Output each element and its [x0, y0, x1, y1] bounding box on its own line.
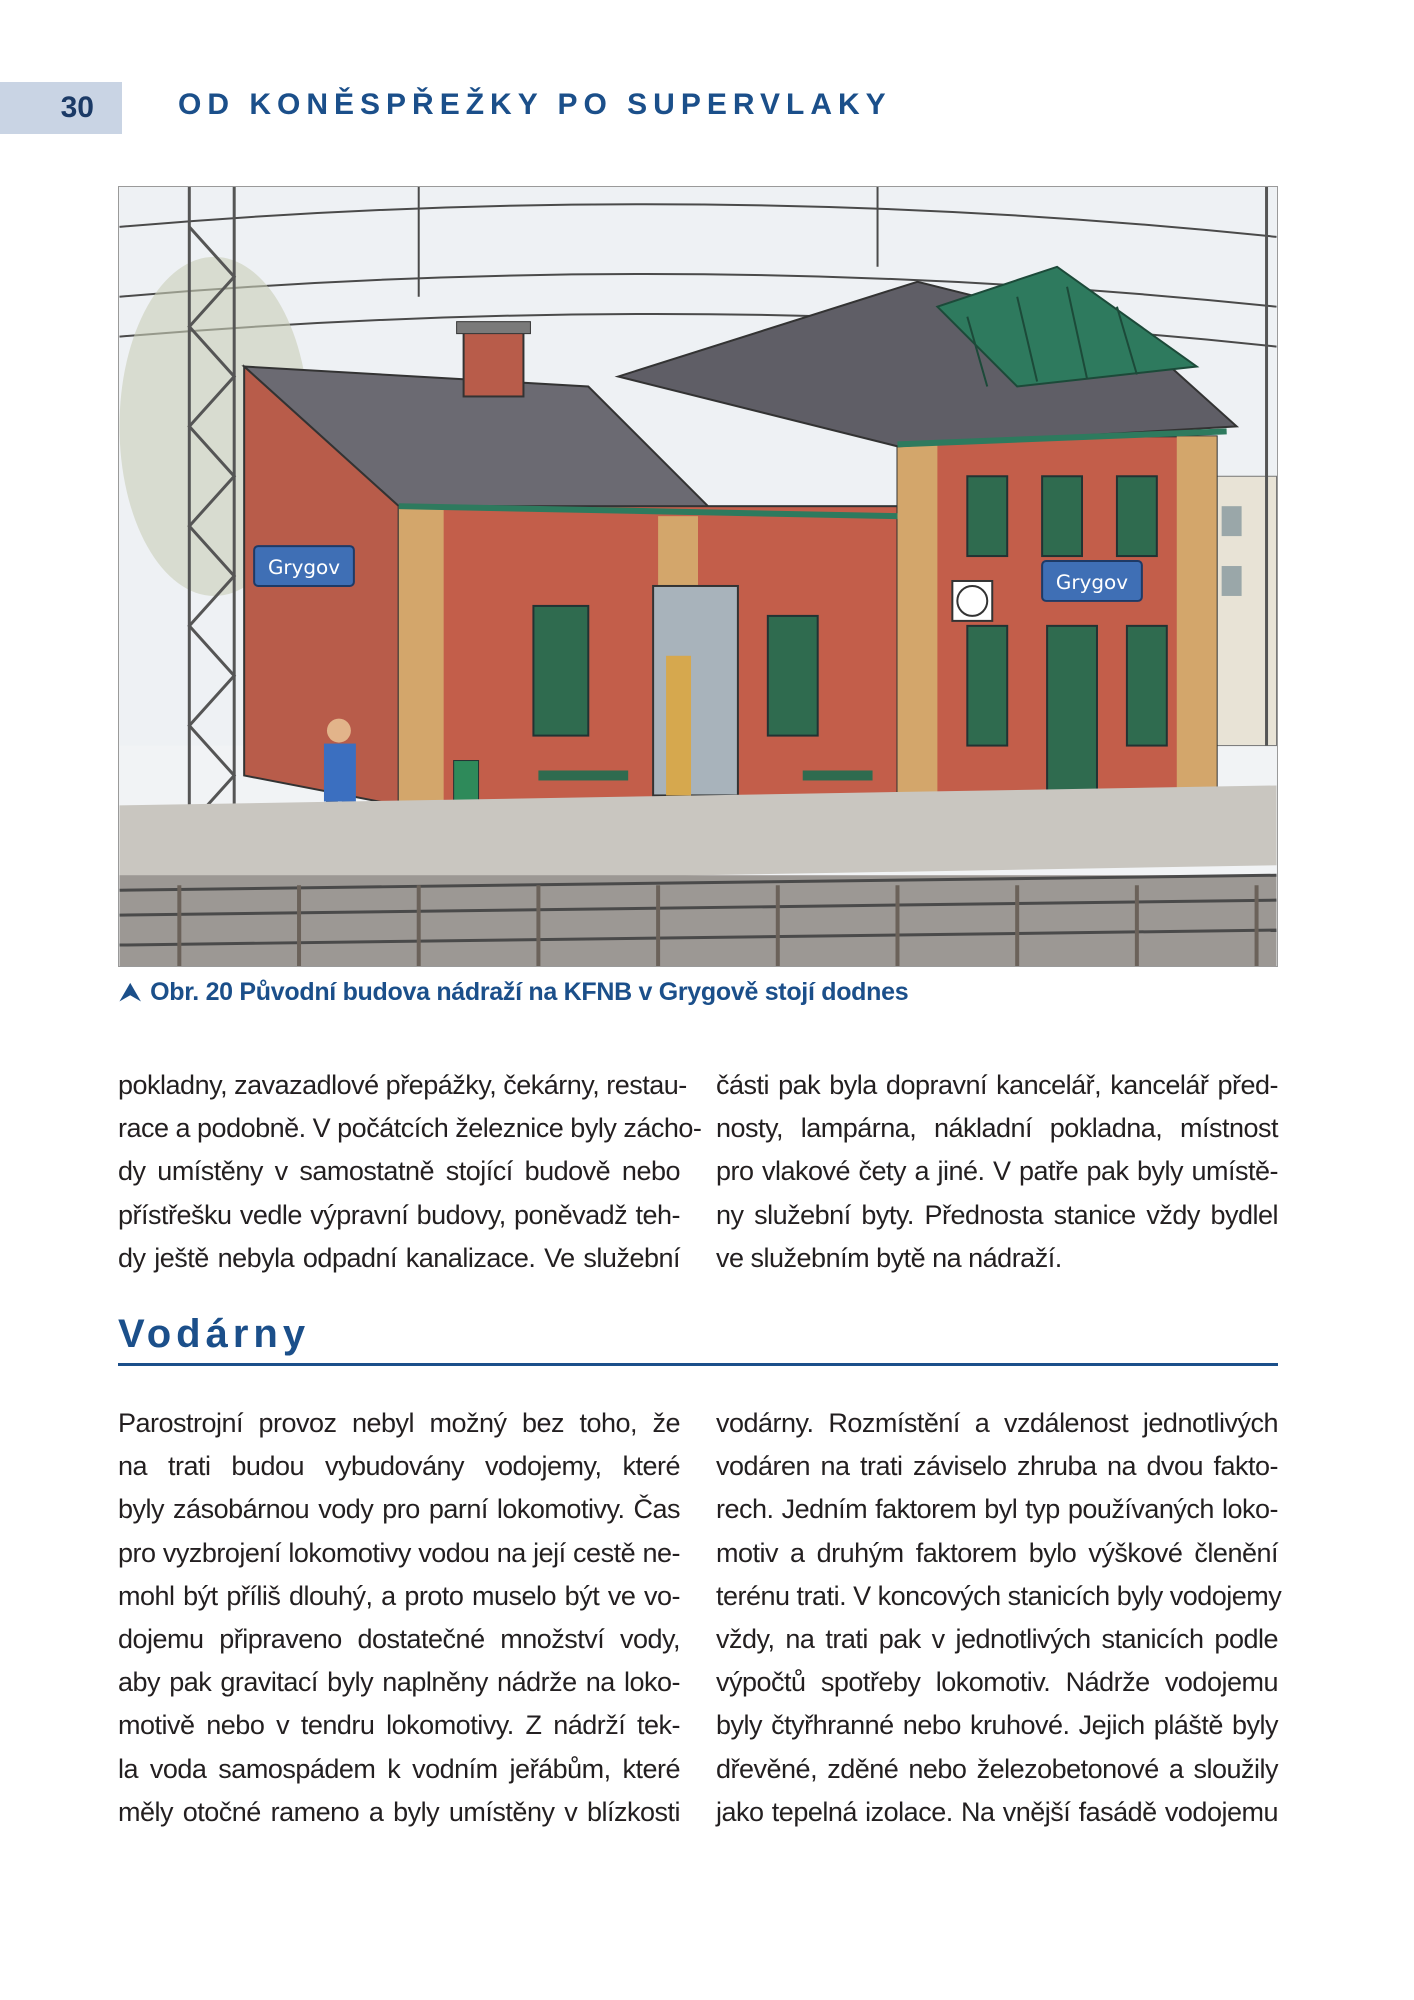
text-line: ve služebním bytě na nádraží.: [716, 1242, 1062, 1273]
text-line: mohl být příliš dlouhý, a proto muselo být ve vo-: [118, 1580, 680, 1611]
text-line: ny služební byty. Přednosta stanice vždy bydlel: [716, 1199, 1278, 1230]
text-line: nosty, lampárna, nákladní pokladna, místnost: [716, 1113, 1278, 1144]
section1-right-column: [716, 1064, 1278, 1280]
page-number: 30: [0, 82, 122, 134]
text-line: dy umístěny v samostatně stojící budově nebo: [118, 1156, 680, 1187]
station-drawing: [119, 187, 1277, 966]
section1-left-column: [118, 1064, 702, 1280]
sign-right-text: Grygov: [1055, 569, 1129, 594]
text-line: Parostrojní provoz nebyl možný bez toho, že: [118, 1408, 680, 1438]
text-line: na trati budou vybudovány vodojemy, které: [118, 1451, 680, 1482]
section2-left-column: [118, 1402, 680, 1834]
text-line: výpočtů spotřeby lokomotiv. Nádrže vodojemu: [716, 1667, 1278, 1698]
text-line: přístřešku vedle výpravní budovy, poněvadž teh-: [118, 1199, 680, 1230]
text-line: dřevěné, zděné nebo železobetonové a sloužily: [716, 1753, 1278, 1784]
sign-left-text: Grygov: [267, 555, 341, 580]
text-line: měly otočné rameno a byly umístěny v blízkosti: [118, 1796, 680, 1827]
text-line: byly čtyřhranné nebo kruhové. Jejich pláště byly: [716, 1710, 1278, 1741]
text-line: la voda samospádem k vodním jeřábům, které: [118, 1753, 680, 1784]
text-line: části pak byla dopravní kancelář, kancelář před-: [716, 1070, 1278, 1100]
section2-right-column: [716, 1402, 1282, 1834]
station-illustration: [118, 186, 1278, 967]
heading-divider: [118, 1363, 1278, 1366]
figure-caption: [120, 978, 908, 1007]
text-line: dojemu připraveno dostatečné množství vody,: [118, 1624, 680, 1655]
text-line: jako tepelná izolace. Na vnější fasádě vodojemu: [716, 1796, 1278, 1827]
text-line: pokladny, zavazadlové přepážky, čekárny, restau-: [118, 1070, 687, 1100]
text-line: race a podobně. V počátcích železnice byly zácho-: [118, 1113, 702, 1144]
text-line: vodárny. Rozmístění a vzdálenost jednotlivých: [716, 1408, 1278, 1438]
text-line: dy ještě nebyla odpadní kanalizace. Ve služební: [118, 1242, 680, 1273]
running-title: OD KONĚSPŘEŽKY PO SUPERVLAKY: [178, 88, 892, 121]
text-line: vodáren na trati záviselo zhruba na dvou fakto-: [716, 1451, 1278, 1482]
text-line: motiv a druhým faktorem bylo výškové členění: [716, 1537, 1278, 1568]
caption-arrow-icon: ⮝: [120, 978, 141, 1006]
text-line: pro vyzbrojení lokomotivy vodou na její cestě ne-: [118, 1537, 680, 1568]
section-heading: Vodárny: [118, 1312, 311, 1356]
text-line: motivě nebo v tendru lokomotivy. Z nádrží tek-: [118, 1710, 680, 1741]
text-line: aby pak gravitací byly naplněny nádrže na loko-: [118, 1667, 680, 1698]
text-line: byly zásobárnou vody pro parní lokomotivy. Čas: [118, 1494, 680, 1525]
text-line: vždy, na trati pak v jednotlivých stanicích podle: [716, 1624, 1278, 1655]
text-line: pro vlakové čety a jiné. V patře pak byly umístě-: [716, 1156, 1278, 1187]
text-line: rech. Jedním faktorem byl typ používaných loko-: [716, 1494, 1278, 1525]
text-line: terénu trati. V koncových stanicích byly vodojemy: [716, 1580, 1282, 1611]
caption-text: Obr. 20 Původní budova nádraží na KFNB v Grygově stojí dodnes: [150, 978, 909, 1006]
